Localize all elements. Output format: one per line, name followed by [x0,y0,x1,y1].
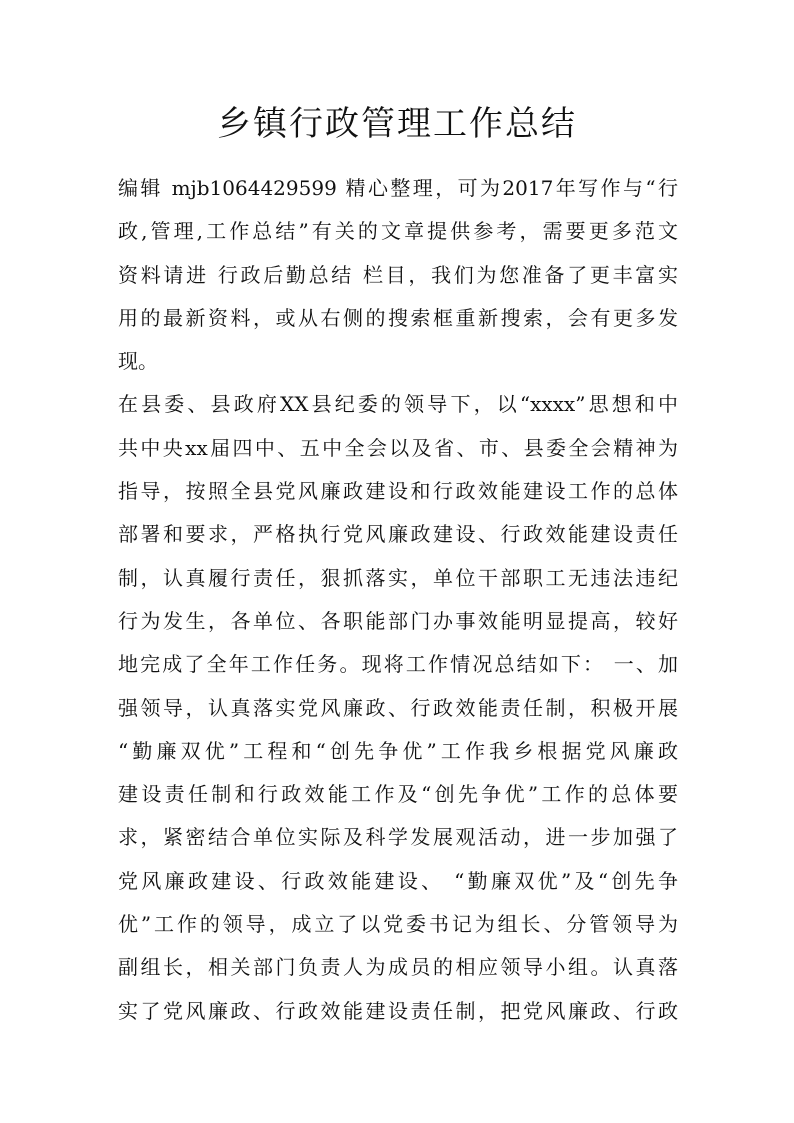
body-line: 制，认真履行责任，狠抓落实，单位干部职工无违法违纪 [118,565,678,590]
body-line: 指导，按照全县党风廉政建设和行政效能建设工作的总体 [118,479,678,504]
document-title: 乡镇行政管理工作总结 [217,104,577,144]
body-line: 优”工作的领导，成立了以党委书记为组长、分管领导为 [118,912,678,937]
body-line: 用的最新资料，或从右侧的搜索框重新搜索，会有更多发 [118,305,678,330]
body-line: 在县委、县政府XX县纪委的领导下，以“xxxx”思想和中 [118,392,678,417]
body-line: 共中央xx届四中、五中全会以及省、市、县委全会精神为 [118,435,678,460]
body-line: 求，紧密结合单位实际及科学发展观活动，进一步加强了 [118,825,678,850]
body-line: 部署和要求，严格执行党风廉政建设、行政效能建设责任 [118,522,678,547]
body-line: 资料请进 行政后勤总结 栏目，我们为您准备了更丰富实 [118,262,678,287]
body-line: 编辑 mjb1064429599 精心整理，可为2017年写作与“行 [118,176,678,200]
body-line: 地完成了全年工作任务。现将工作情况总结如下： 一、加 [118,652,678,677]
body-line: 实了党风廉政、行政效能建设责任制，把党风廉政、行政 [118,998,678,1023]
document-body [118,167,678,1033]
body-line: 行为发生，各单位、各职能部门办事效能明显提高，较好 [118,608,678,633]
body-line: “勤廉双优”工程和“创先争优”工作我乡根据党风廉政 [118,738,678,763]
body-line: 副组长，相关部门负责人为成员的相应领导小组。认真落 [118,955,678,980]
body-line: 政,管理,工作总结”有关的文章提供参考，需要更多范文 [118,219,678,244]
body-line: 强领导，认真落实党风廉政、行政效能责任制，积极开展 [118,695,678,720]
body-line: 党风廉政建设、行政效能建设、 “勤廉双优”及“创先争 [118,868,678,893]
body-line: 现。 [118,349,158,374]
body-line: 建设责任制和行政效能工作及“创先争优”工作的总体要 [118,782,678,807]
